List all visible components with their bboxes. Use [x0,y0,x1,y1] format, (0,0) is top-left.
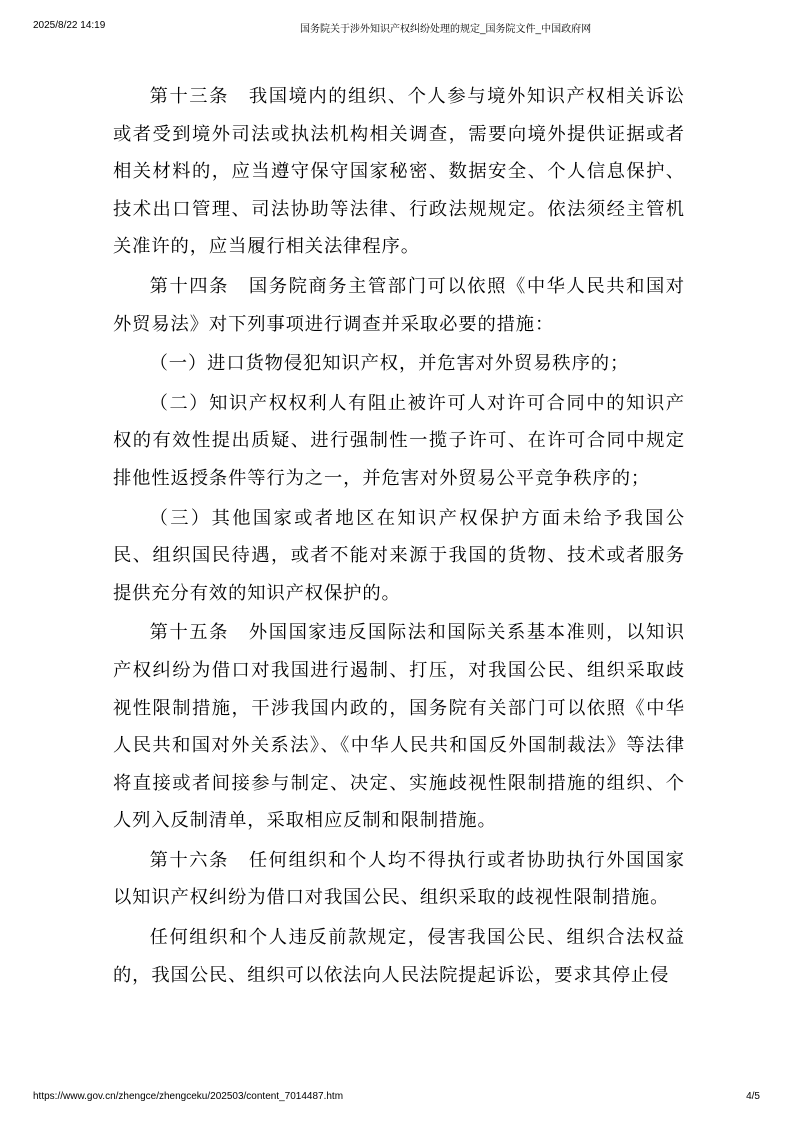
article-14-paragraph: 第十四条 国务院商务主管部门可以依照《中华人民共和国对外贸易法》对下列事项进行调查并采取必要的措施： [113,275,685,335]
article-14-item-2: （二）知识产权权利人有阻止被许可人对许可合同中的知识产权的有效性提出质疑、进行强制性一揽子许可、在许可合同中规定排他性返授条件等行为之一，并危害对外贸易公平竞争秩序的； [113,392,685,489]
document-title: 国务院关于涉外知识产权纠纷处理的规定_国务院文件_中国政府网 [300,24,592,35]
article-16-paragraph: 第十六条 任何组织和个人均不得执行或者协助执行外国国家以知识产权纠纷为借口对我国公民、组织采取的歧视性限制措施。 [113,849,685,909]
print-header [0,20,793,34]
page-url: https://www.gov.cn/zhengce/zhengceku/202503/content_7014487.htm [33,1091,344,1102]
print-datetime: 2025/8/22 14:19 [33,20,106,31]
print-footer [0,1091,793,1105]
document-body [113,78,685,1038]
article-14-item-1: （一）进口货物侵犯知识产权，并危害对外贸易秩序的； [149,353,630,375]
page-number: 4/5 [746,1091,760,1102]
article-13-paragraph: 第十三条 我国境内的组织、个人参与境外知识产权相关诉讼或者受到境外司法或执法机构相关调查，需要向境外提供证据或者相关材料的，应当遵守保守国家秘密、数据安全、个人信息保护、技术出口管理、司法协助等法律、行政法规规定。依法须经主管机关准许的，应当履行相关法律程序。 [113,86,685,258]
article-15-paragraph: 第十五条 外国国家违反国际法和国际关系基本准则，以知识产权纠纷为借口对我国进行遏制、打压，对我国公民、组织采取歧视性限制措施，干涉我国内政的，国务院有关部门可以依照《中华人民共和国对外关系法》、《中华人民共和国反外国制裁法》等法律将直接或者间接参与制定、决定、实施歧视性限制措施的组织、个人列入反制清单，采取相应反制和限制措施。 [113,622,685,832]
article-14-item-3: （三）其他国家或者地区在知识产权保护方面未给予我国公民、组织国民待遇，或者不能对来源于我国的货物、技术或者服务提供充分有效的知识产权保护的。 [113,507,685,604]
article-16-clause-2: 任何组织和个人违反前款规定，侵害我国公民、组织合法权益的，我国公民、组织可以依法向人民法院提起诉讼，要求其停止侵 [113,927,685,986]
